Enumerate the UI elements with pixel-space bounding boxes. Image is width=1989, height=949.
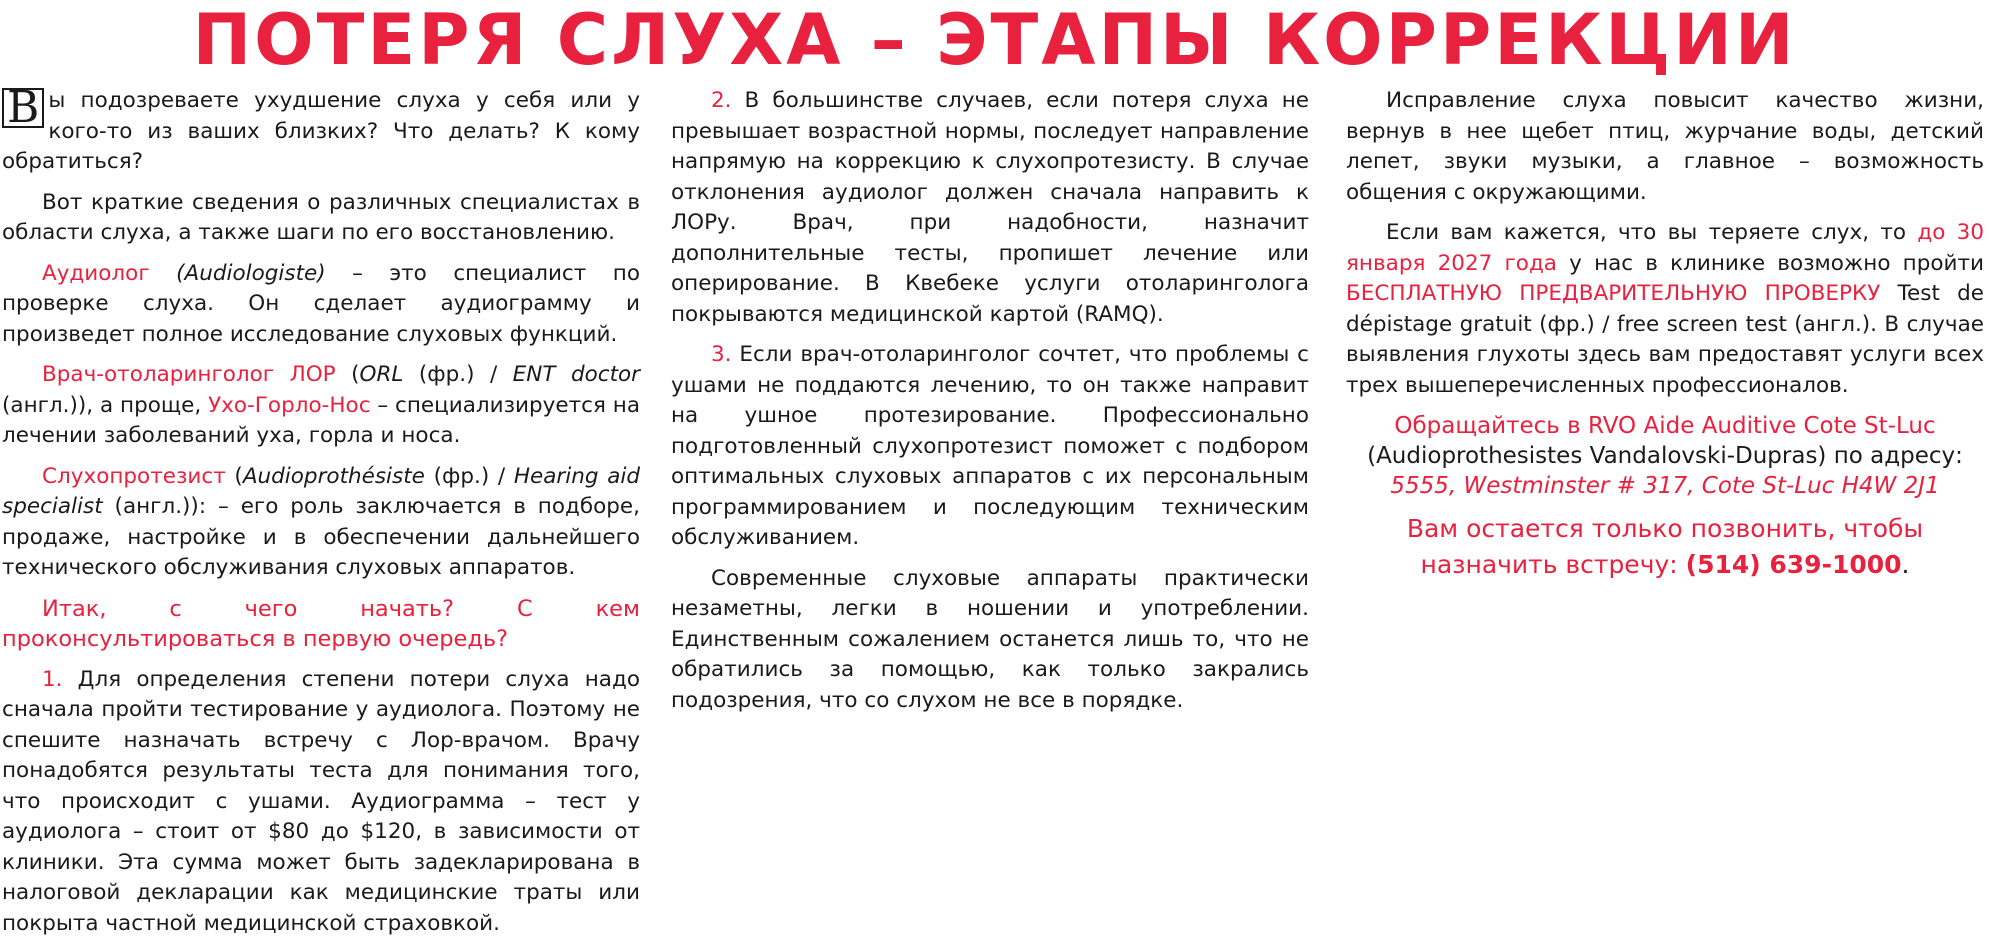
offer-details: Test de dépistage gratuit (фр.) / free screen test (англ.). В случае выявления глухоты здесь вам предоставят услуги всех трех вышеперечисленных профессионалов. <box>1346 281 1984 398</box>
orl-french-note: (фр.) / <box>403 362 513 387</box>
audiologist-description: – это специалист по проверке слуха. Он сделает аудиограмму и произведет полное исследование слуховых функций. <box>2 260 640 347</box>
phone-number[interactable]: (514) 639-1000 <box>1685 550 1902 579</box>
page-title: ПОТЕРЯ СЛУХА – ЭТАПЫ КОРРЕКЦИИ <box>192 0 1797 81</box>
cta-text: Вам остается только позвонить, чтобы назначить встречу: <box>1406 514 1924 579</box>
drop-cap: В <box>2 88 44 128</box>
offer-free-check: БЕСПЛАТНУЮ ПРЕДВАРИТЕЛЬНУЮ ПРОВЕРКУ <box>1346 281 1881 306</box>
hap-french-note: (фр.) / <box>424 463 514 489</box>
intro-text: ы подозреваете ухудшение слуха у себя или у кого-то из ваших близких? Что делать? К кому обратиться? <box>2 88 640 174</box>
hearing-specialist-term: Слухопротезист <box>42 463 226 489</box>
hap-english-note: (англ.)): <box>102 494 207 519</box>
step-3-number: 3. <box>711 342 732 367</box>
audiologist-term: Аудиолог <box>42 260 150 286</box>
hearing-specialist-description: – его роль заключается в подборе, продаже, настройке и в обеспечении дальнейшего технического обслуживания слуховых аппаратов. <box>2 494 640 580</box>
column-1 <box>2 82 641 949</box>
hearing-specialist-english: Hearing aid specialist <box>2 463 641 519</box>
column-3 <box>1346 86 1984 593</box>
contact-address-label: по адресу: <box>1826 443 1963 469</box>
quality-paragraph: Исправление слуха повысит качество жизни, вернув в нее щебет птиц, журчание воды, детский лепет, звуки музыки, а главное – возможность общения с окружающими. <box>1346 88 1984 205</box>
intro-paragraph <box>2 82 640 178</box>
step-1-number: 1. <box>42 666 63 692</box>
orl-paragraph <box>2 360 640 452</box>
offer-paragraph <box>1346 218 1984 401</box>
orl-simple-name: Ухо-Горло-Нос <box>208 392 371 418</box>
orl-description: – специализируется на лечении заболеваний уха, горла и носа. <box>2 392 640 448</box>
step-1-text: Для определения степени потери слуха надо сначала пройти тестирование у аудиолога. Поэтому не спешите назначать встречу с Лор-врачом. Врачу понадобятся результаты теста для понимания того, что происходит с ушами. Аудиограмма – тест у аудиолога – стоит от $80 до $120, в зависимости от клиники. Эта сумма может быть задекларирована в налоговой декларации как медицинские траты или покрыта частной медицинской страховкой. <box>2 666 640 936</box>
orl-french: ORL <box>359 362 404 387</box>
column-2 <box>671 86 1309 726</box>
step-3-text: Если врач-отоларинголог сочтет, что проблемы с ушами не поддаются лечению, то он также направит на ушное протезирование. Профессионально подготовленный слухопротезист поможет с подбором оптимальных слуховых аппаратов с их персональным программированием и последующим техническим обслуживанием. <box>671 342 1309 550</box>
hearing-specialist-paragraph <box>2 462 640 584</box>
audiologist-french: (Audiologiste) <box>176 260 326 286</box>
step-1-paragraph <box>2 665 640 940</box>
cta-period: . <box>1901 550 1910 579</box>
offer-middle: у нас в клинике возможно пройти <box>1556 250 1984 276</box>
orl-english: ENT doctor <box>512 362 640 387</box>
modern-devices-paragraph: Современные слуховые аппараты практически незаметны, легки в ношении и употреблении. Единственным сожалением останется лишь то, что не обратились за помощью, как только закрались подозрения, что со слухом не все в порядке. <box>671 565 1309 713</box>
audiologist-paragraph <box>2 259 640 351</box>
summary-paragraph: Вот краткие сведения о различных специалистах в области слуха, а также шаги по его восстановлению. <box>2 189 640 245</box>
contact-address: 5555, Westminster # 317, Cote St-Luc H4W 2J1 <box>1390 473 1940 499</box>
step-2-text: В большинстве случаев, если потеря слуха не превышает возрастной нормы, последует направление напрямую на коррекцию к слухопротезисту. В случае отклонения аудиолог должен сначала направить к ЛОРу. Врач, при надобности, назначит дополнительные тесты, пропишет лечение или оперирование. В Квебеке услуги отоларинголога покрываются медицинской картой (RAMQ). <box>671 88 1309 327</box>
step-2-number: 2. <box>711 88 732 113</box>
contact-block <box>1346 411 1984 501</box>
question-heading: Итак, с чего начать? С кем проконсультироваться в первую очередь? <box>2 595 640 652</box>
orl-english-note: (англ.)), а проще, <box>2 392 209 418</box>
orl-paren: ( <box>335 362 360 387</box>
contact-clinic-name: Обращайтесь в RVO Aide Auditive Cote St-Luc <box>1394 413 1936 439</box>
offer-date: до 30 января 2027 года <box>1346 220 1985 276</box>
call-to-action <box>1346 511 1984 583</box>
hap-paren: ( <box>225 463 243 489</box>
hearing-specialist-french: Audioprothésiste <box>242 463 425 489</box>
orl-term: Врач-отоларинголог ЛОР <box>42 362 336 387</box>
step-3-paragraph <box>671 340 1309 554</box>
step-2-paragraph <box>671 86 1309 330</box>
contact-clinic-subtitle: (Audioprothesistes Vandalovski-Dupras) <box>1367 443 1827 469</box>
offer-intro: Если вам кажется, что вы теряете слух, то <box>1386 220 1918 245</box>
